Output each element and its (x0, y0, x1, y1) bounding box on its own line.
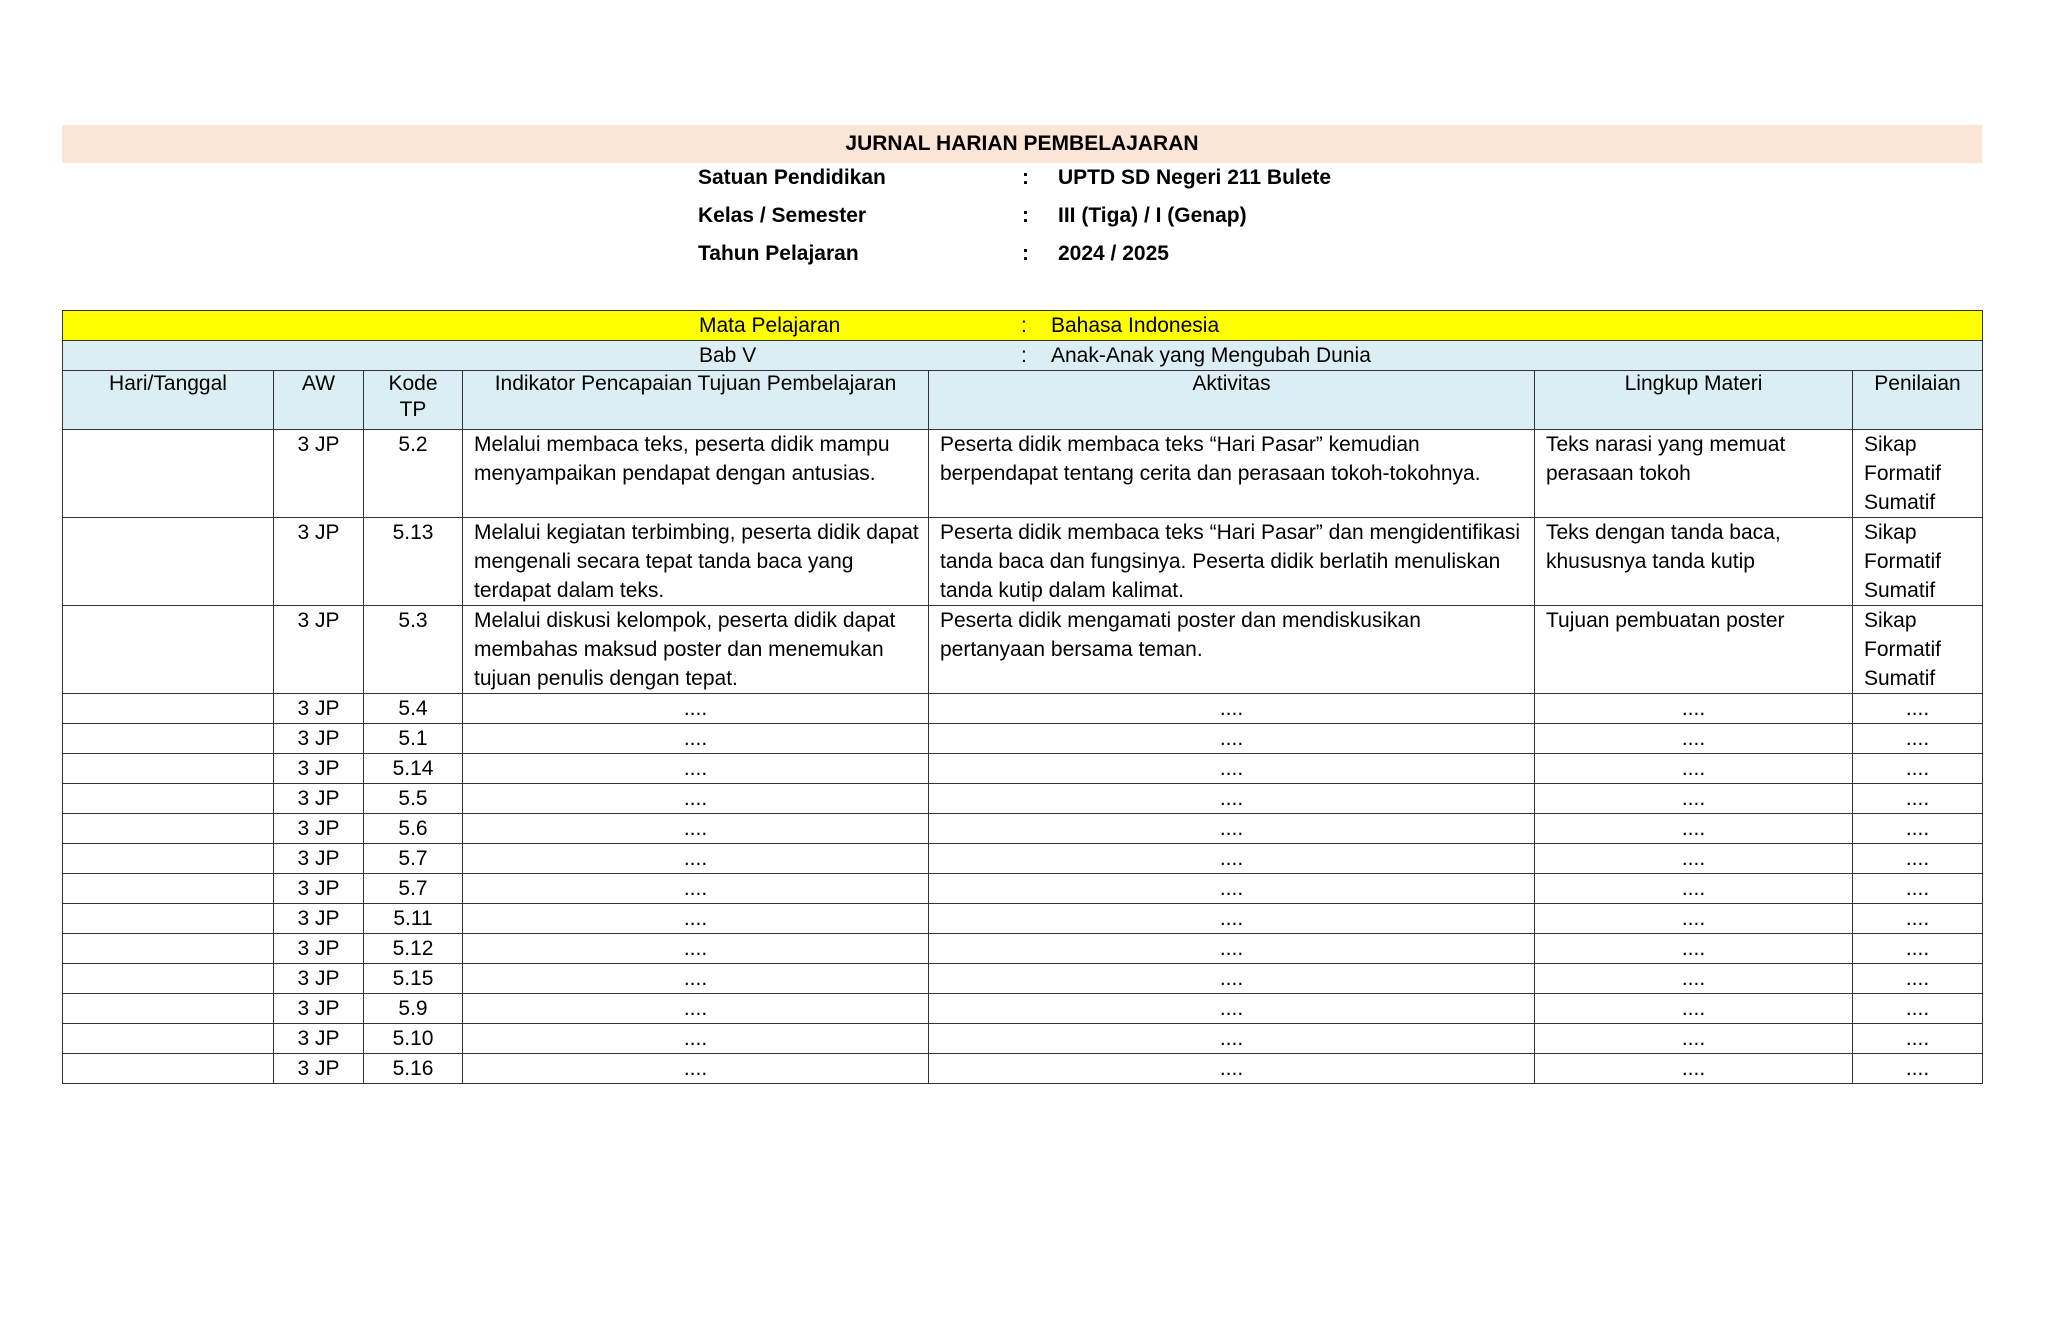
table-row (63, 844, 1983, 874)
cell-aktivitas: .... (929, 694, 1535, 724)
table-row (63, 964, 1983, 994)
info-colon: : (1022, 204, 1029, 227)
penilaian-item: Sumatif (1864, 579, 1936, 602)
cell-kode: 5.7 (364, 844, 463, 874)
cell-penilaian: .... (1853, 964, 1983, 994)
table-row (63, 1024, 1983, 1054)
cell-kode: 5.13 (364, 518, 463, 606)
cell-indikator: .... (463, 904, 929, 934)
cell-lingkup: .... (1535, 784, 1853, 814)
cell-aktivitas: .... (929, 1024, 1535, 1054)
table-row (63, 934, 1983, 964)
table-row (63, 754, 1983, 784)
penilaian-item: Formatif (1864, 638, 1942, 661)
cell-aw: 3 JP (274, 694, 364, 724)
table-row (63, 430, 1983, 518)
cell-lingkup: .... (1535, 964, 1853, 994)
cell-penilaian: .... (1853, 754, 1983, 784)
cell-penilaian: .... (1853, 844, 1983, 874)
cell-lingkup: .... (1535, 874, 1853, 904)
table-row (63, 784, 1983, 814)
chapter-colon: : (1021, 344, 1027, 367)
col-header-kode: Kode TP (364, 371, 463, 430)
cell-kode: 5.2 (364, 430, 463, 518)
cell-indikator: Melalui membaca teks, peserta didik mampu menyampaikan pendapat dengan antusias. (463, 430, 929, 518)
col-header-lingkup: Lingkup Materi (1535, 371, 1853, 430)
cell-aktivitas: .... (929, 724, 1535, 754)
cell-aw: 3 JP (274, 724, 364, 754)
cell-penilaian: .... (1853, 934, 1983, 964)
col-header-indikator: Indikator Pencapaian Tujuan Pembelajaran (463, 371, 929, 430)
cell-hari (63, 724, 274, 754)
cell-hari (63, 964, 274, 994)
cell-indikator: .... (463, 994, 929, 1024)
cell-kode: 5.1 (364, 724, 463, 754)
cell-aw: 3 JP (274, 904, 364, 934)
cell-kode: 5.6 (364, 814, 463, 844)
info-value: UPTD SD Negeri 211 Bulete (1058, 166, 1332, 189)
col-header-aw: AW (274, 371, 364, 430)
cell-aktivitas: Peserta didik membaca teks “Hari Pasar” kemudian berpendapat tentang cerita dan perasaan tokoh-tokohnya. (929, 430, 1535, 518)
cell-kode: 5.16 (364, 1054, 463, 1084)
cell-aktivitas: Peserta didik mengamati poster dan mendiskusikan pertanyaan bersama teman. (929, 606, 1535, 694)
cell-indikator: .... (463, 1024, 929, 1054)
cell-kode: 5.9 (364, 994, 463, 1024)
subject-label: Mata Pelajaran (699, 314, 841, 337)
journal-table (62, 310, 1983, 1084)
cell-aw: 3 JP (274, 814, 364, 844)
cell-hari (63, 814, 274, 844)
cell-penilaian: .... (1853, 1024, 1983, 1054)
cell-penilaian: .... (1853, 694, 1983, 724)
col-header-hari: Hari/Tanggal (63, 371, 274, 430)
cell-hari (63, 904, 274, 934)
cell-lingkup: Teks narasi yang memuat perasaan tokoh (1535, 430, 1853, 518)
cell-aw: 3 JP (274, 994, 364, 1024)
cell-lingkup: .... (1535, 1054, 1853, 1084)
cell-penilaian: .... (1853, 994, 1983, 1024)
table-header-row (63, 371, 1983, 430)
cell-lingkup: .... (1535, 724, 1853, 754)
table-row (63, 994, 1983, 1024)
cell-lingkup: .... (1535, 814, 1853, 844)
cell-aktivitas: .... (929, 754, 1535, 784)
cell-aktivitas: Peserta didik membaca teks “Hari Pasar” dan mengidentifikasi tanda baca dan fungsinya. Peserta didik berlatih menuliskan tanda kutip dalam kalimat. (929, 518, 1535, 606)
penilaian-item: Formatif (1864, 550, 1942, 573)
subject-cell (63, 311, 1983, 341)
cell-penilaian: .... (1853, 874, 1983, 904)
cell-indikator: Melalui kegiatan terbimbing, peserta didik dapat mengenali secara tepat tanda baca yang terdapat dalam teks. (463, 518, 929, 606)
cell-indikator: .... (463, 934, 929, 964)
cell-aw: 3 JP (274, 754, 364, 784)
cell-hari (63, 606, 274, 694)
penilaian-item: Sikap (1864, 521, 1917, 544)
cell-penilaian: .... (1853, 784, 1983, 814)
cell-kode: 5.11 (364, 904, 463, 934)
cell-aw: 3 JP (274, 1054, 364, 1084)
table-row (63, 694, 1983, 724)
cell-aktivitas: .... (929, 934, 1535, 964)
table-row (63, 814, 1983, 844)
cell-hari (63, 754, 274, 784)
page-title: JURNAL HARIAN PEMBELAJARAN (845, 132, 1199, 155)
cell-aw: 3 JP (274, 430, 364, 518)
cell-aw: 3 JP (274, 934, 364, 964)
info-value: 2024 / 2025 (1058, 242, 1169, 265)
table-row (63, 724, 1983, 754)
cell-aktivitas: .... (929, 844, 1535, 874)
cell-hari (63, 994, 274, 1024)
cell-aw: 3 JP (274, 844, 364, 874)
table-row (63, 904, 1983, 934)
penilaian-item: Sikap (1864, 609, 1917, 632)
cell-hari (63, 1054, 274, 1084)
cell-hari (63, 1024, 274, 1054)
cell-penilaian: .... (1853, 724, 1983, 754)
cell-lingkup: .... (1535, 934, 1853, 964)
cell-penilaian (1853, 606, 1983, 694)
table-row (63, 518, 1983, 606)
cell-aktivitas: .... (929, 1054, 1535, 1084)
cell-penilaian (1853, 518, 1983, 606)
cell-aktivitas: .... (929, 814, 1535, 844)
cell-aktivitas: .... (929, 994, 1535, 1024)
penilaian-item: Sumatif (1864, 667, 1936, 690)
cell-kode: 5.3 (364, 606, 463, 694)
info-colon: : (1022, 242, 1029, 265)
subject-row (63, 311, 1983, 341)
cell-indikator: .... (463, 874, 929, 904)
subject-value: Bahasa Indonesia (1051, 314, 1220, 337)
cell-penilaian (1853, 430, 1983, 518)
cell-indikator: Melalui diskusi kelompok, peserta didik dapat membahas maksud poster dan menemukan tujuan penulis dengan tepat. (463, 606, 929, 694)
cell-aw: 3 JP (274, 606, 364, 694)
cell-lingkup: .... (1535, 754, 1853, 784)
cell-indikator: .... (463, 694, 929, 724)
cell-indikator: .... (463, 754, 929, 784)
cell-kode: 5.5 (364, 784, 463, 814)
subject-colon: : (1021, 314, 1027, 337)
cell-hari (63, 844, 274, 874)
cell-aw: 3 JP (274, 964, 364, 994)
cell-hari (63, 694, 274, 724)
col-header-aktivitas: Aktivitas (929, 371, 1535, 430)
table-row (63, 1054, 1983, 1084)
cell-indikator: .... (463, 1054, 929, 1084)
chapter-row (63, 341, 1983, 371)
penilaian-item: Sikap (1864, 433, 1917, 456)
cell-hari (63, 430, 274, 518)
info-label: Kelas / Semester (698, 204, 867, 227)
cell-aw: 3 JP (274, 518, 364, 606)
cell-aktivitas: .... (929, 964, 1535, 994)
cell-hari (63, 784, 274, 814)
cell-aw: 3 JP (274, 1024, 364, 1054)
cell-penilaian: .... (1853, 814, 1983, 844)
table-row (63, 606, 1983, 694)
cell-hari (63, 874, 274, 904)
cell-lingkup: Tujuan pembuatan poster (1535, 606, 1853, 694)
cell-indikator: .... (463, 964, 929, 994)
cell-kode: 5.14 (364, 754, 463, 784)
cell-aktivitas: .... (929, 904, 1535, 934)
cell-kode: 5.4 (364, 694, 463, 724)
penilaian-item: Sumatif (1864, 491, 1936, 514)
cell-aktivitas: .... (929, 874, 1535, 904)
cell-hari (63, 518, 274, 606)
cell-aw: 3 JP (274, 874, 364, 904)
chapter-cell (63, 341, 1983, 371)
col-header-penilaian: Penilaian (1853, 371, 1983, 430)
cell-aktivitas: .... (929, 784, 1535, 814)
info-label: Tahun Pelajaran (698, 242, 859, 265)
cell-kode: 5.10 (364, 1024, 463, 1054)
chapter-label: Bab V (699, 344, 757, 367)
cell-hari (63, 934, 274, 964)
info-value: III (Tiga) / I (Genap) (1058, 204, 1247, 227)
chapter-value: Anak-Anak yang Mengubah Dunia (1051, 344, 1371, 367)
cell-kode: 5.15 (364, 964, 463, 994)
penilaian-item: Formatif (1864, 462, 1942, 485)
cell-lingkup: .... (1535, 844, 1853, 874)
cell-kode: 5.12 (364, 934, 463, 964)
cell-lingkup: .... (1535, 694, 1853, 724)
cell-aw: 3 JP (274, 784, 364, 814)
cell-penilaian: .... (1853, 1054, 1983, 1084)
cell-lingkup: Teks dengan tanda baca, khususnya tanda kutip (1535, 518, 1853, 606)
cell-kode: 5.7 (364, 874, 463, 904)
table-row (63, 874, 1983, 904)
info-colon: : (1022, 166, 1029, 189)
info-label: Satuan Pendidikan (698, 166, 886, 189)
cell-indikator: .... (463, 784, 929, 814)
cell-lingkup: .... (1535, 1024, 1853, 1054)
cell-indikator: .... (463, 724, 929, 754)
cell-indikator: .... (463, 844, 929, 874)
cell-lingkup: .... (1535, 904, 1853, 934)
cell-penilaian: .... (1853, 904, 1983, 934)
cell-indikator: .... (463, 814, 929, 844)
cell-lingkup: .... (1535, 994, 1853, 1024)
